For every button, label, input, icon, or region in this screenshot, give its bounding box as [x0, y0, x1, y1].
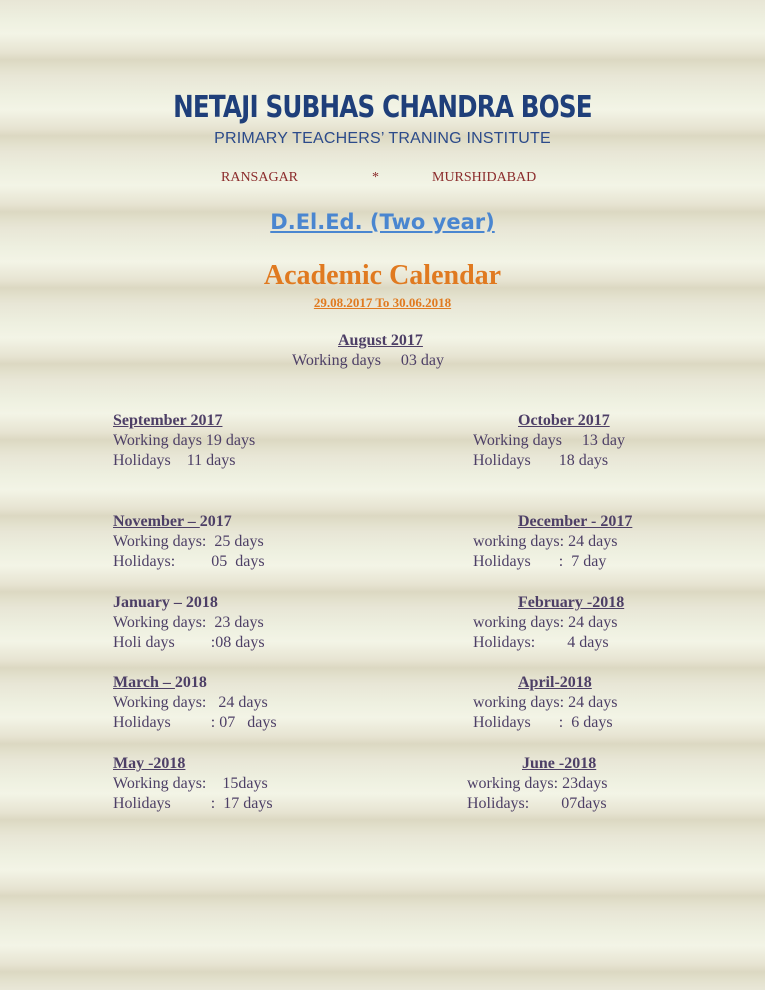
- november-holidays: Holidays: 05 days: [113, 553, 265, 570]
- december-working-days: working days: 24 days: [473, 533, 618, 550]
- institute-subtitle: PRIMARY TEACHERS’ TRANING INSTITUTE: [214, 130, 551, 147]
- february-working-days: working days: 24 days: [473, 614, 618, 631]
- november-label: November –: [113, 513, 200, 530]
- calendar-title: Academic Calendar: [263, 260, 502, 291]
- institute-name: NETAJI SUBHAS CHANDRA BOSE: [173, 90, 592, 125]
- march-year: 2018: [174, 674, 207, 691]
- location-murshidabad: MURSHIDABAD: [432, 170, 537, 185]
- september-working-days: Working days 19 days: [113, 432, 256, 449]
- august-working-days: Working days 03 day: [292, 352, 445, 369]
- may-working-days: Working days: 15days: [113, 775, 268, 792]
- course-title: D.El.Ed. (Two year): [270, 210, 495, 234]
- location-ransagar: RANSAGAR: [221, 170, 299, 185]
- month-heading-march: [113, 674, 207, 692]
- month-heading-december: December - 2017: [518, 513, 633, 530]
- march-working-days: Working days: 24 days: [113, 694, 268, 711]
- june-holidays: Holidays: 07days: [467, 795, 607, 812]
- september-holidays: Holidays 11 days: [113, 452, 236, 469]
- location-separator: *: [372, 170, 379, 185]
- month-heading-september: September 2017: [113, 412, 223, 429]
- february-holidays: Holidays: 4 days: [473, 634, 609, 651]
- month-heading-august: August 2017: [338, 332, 423, 349]
- march-label: March –: [113, 674, 175, 691]
- april-holidays: Holidays : 6 days: [473, 714, 613, 731]
- month-heading-january: January – 2018: [113, 594, 218, 611]
- calendar-date-range: 29.08.2017 To 30.06.2018: [313, 295, 452, 310]
- october-working-days: Working days 13 day: [473, 432, 626, 449]
- month-heading-october: October 2017: [518, 412, 610, 429]
- january-holidays: Holi days :08 days: [113, 634, 265, 651]
- november-year: 2017: [199, 513, 232, 530]
- month-heading-november: [113, 513, 232, 531]
- november-working-days: Working days: 25 days: [113, 533, 264, 550]
- december-holidays: Holidays : 7 day: [473, 553, 607, 570]
- may-holidays: Holidays : 17 days: [113, 795, 273, 812]
- april-working-days: working days: 24 days: [473, 694, 618, 711]
- march-holidays: Holidays : 07 days: [113, 714, 277, 731]
- october-holidays: Holidays 18 days: [473, 452, 609, 469]
- month-heading-may: May -2018: [113, 755, 186, 772]
- month-heading-june: June -2018: [522, 755, 597, 772]
- month-heading-april: April-2018: [518, 674, 592, 691]
- month-heading-february: February -2018: [518, 594, 625, 611]
- june-working-days: working days: 23days: [467, 775, 608, 792]
- january-working-days: Working days: 23 days: [113, 614, 264, 631]
